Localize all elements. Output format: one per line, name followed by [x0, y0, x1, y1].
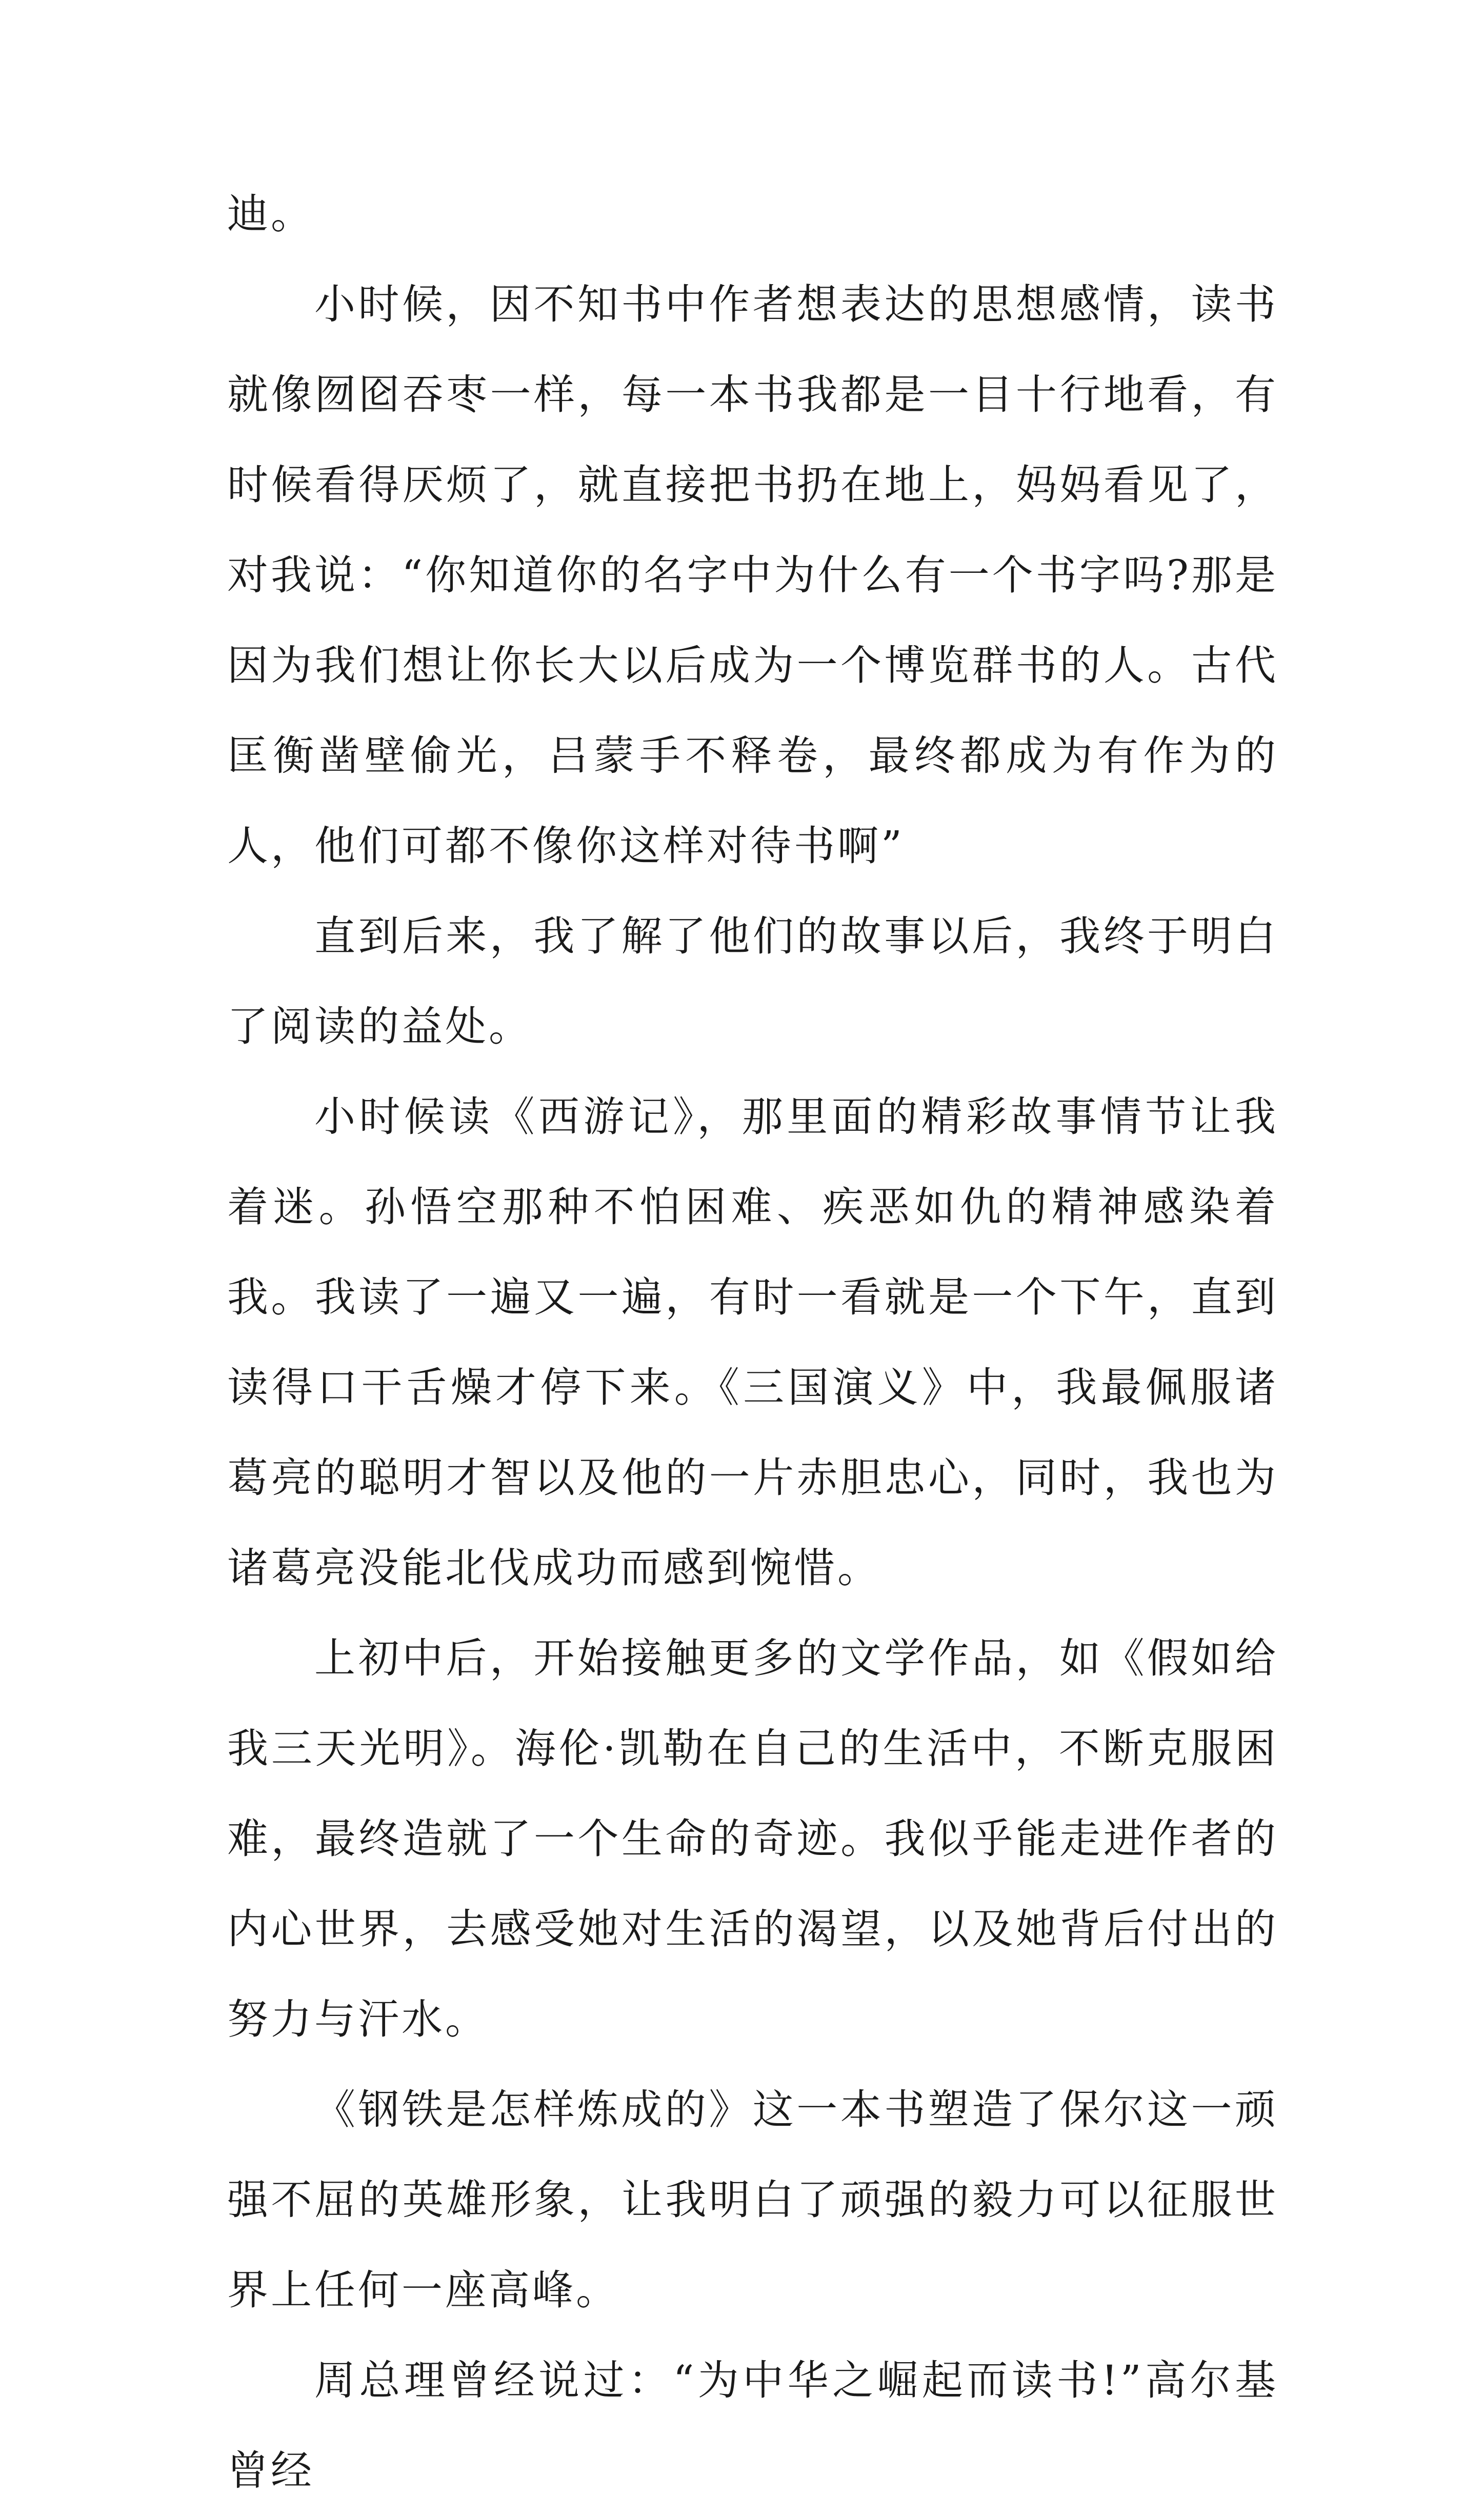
paragraph-3: 直到后来，我了解了他们的故事以后，我终于明白了阅读的益处。: [227, 912, 1278, 1050]
paragraph-2: 小时候，因不知书中作者想表达的思想感情，读书就像囫囵吞枣一样，每一本书我都是一目十行地看，有时候看得厌烦了，就直接把书扔在地上，妈妈看见了，对我说：“你知道你的名字中为什么有一个书字吗?那是因为我们想让你长大以后成为一个博览群书的人。古代匡衡凿壁偷光，吕蒙手不释卷，最终都成为有作为的人，他们可都不像你这样对待书啊”: [227, 281, 1278, 870]
paragraph-7: 周总理曾经说过：“为中华之崛起而读书!”高尔基曾经: [227, 2357, 1278, 2494]
body-text: [227, 169, 1278, 2516]
paragraph-1: 迪。: [227, 190, 314, 238]
paragraph-6: 《钢铁是怎样炼成的》这一本书塑造了保尔这一顽强不屈的英雄形象，让我明白了顽强的毅力可以征服世界上任何一座高峰。: [227, 2086, 1278, 2314]
paragraph-4: 小时候读《西游记》，那里面的精彩故事情节让我着迷。孙悟空那种不怕困难、疾恶如仇的精神感染着我。我读了一遍又一遍，有时一看就是一个下午，直到读得口干舌燥才停下来。《三国演义》中，我最佩服诸葛亮的聪明才智以及他的一片赤胆忠心，同时，我也为诸葛亮没能北伐成功而感到惋惜。: [227, 1093, 1278, 1592]
paragraph-5: 上初中后，开始接触更多的文学作品，如《假如给我三天光明》。海伦·凯勒在自己的生活中，不断克服困难，最终造就了一个生命的奇迹。我似乎能走进作者的内心世界，去感受她对生活的渴望，以及她背后付出的努力与汗水。: [227, 1634, 1278, 2043]
